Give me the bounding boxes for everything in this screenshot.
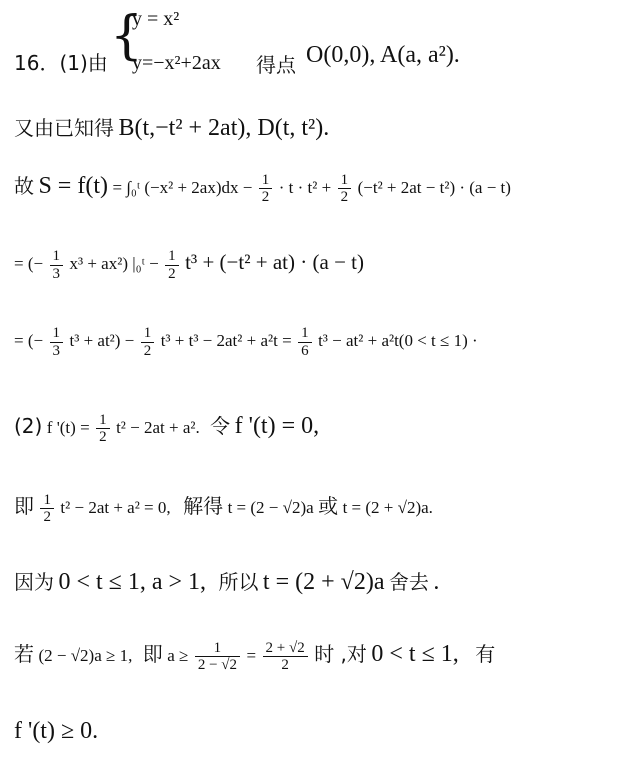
system-equation-2: y=−x²+2ax — [132, 52, 221, 74]
s-equals-f: S = f(t) — [38, 173, 108, 199]
expr-part-4: (−t² + 2at − t²) · (a − t) — [357, 178, 511, 197]
line-10 — [14, 718, 98, 745]
fraction-half-1: $\frac{1}{2}$ — [259, 172, 273, 206]
text-ling: 令 — [210, 414, 231, 438]
expr-part-3: · t · t² + — [278, 178, 332, 197]
text-because: 因为 — [14, 570, 54, 594]
line-5: = (− $\frac{1}{3}$ t³ + at²) − $\frac{1}{2}$ t³ + t³ − 2at² + a²t = $\frac{1}{6}$ t³ − at² + a²t(0 < t ≤ 1) · — [14, 325, 478, 359]
fraction-half: $\frac{1}{2}$ — [165, 248, 179, 282]
points-o-a: O(0,0), A(a, a²). — [306, 42, 460, 68]
fraction-half: $\frac{1}{2}$ — [96, 412, 110, 446]
text-solve: 解得 — [183, 494, 224, 518]
fraction-half: $\frac{1}{2}$ — [40, 492, 54, 526]
text-gu: 故 — [14, 174, 34, 198]
part-2-label: (2) — [14, 414, 43, 438]
line-6: (2) f '(t) = $\frac{1}{2}$ t² − 2at + a². 令 f '(t) = 0, — [14, 411, 320, 446]
text-ji: 即 — [14, 494, 34, 518]
integral-expr: = ∫₀ᵗ (−x² + 2ax)dx − — [112, 178, 253, 197]
line-8: 因为 0 < t ≤ 1, a > 1, 所以 t = (2 + √2)a 舍去 . — [14, 569, 440, 595]
text-discard: 舍去 — [388, 570, 429, 594]
line-2 — [14, 112, 329, 142]
text-if: 若 — [14, 642, 34, 666]
fraction-third: $\frac{1}{3}$ — [50, 325, 64, 359]
text-you: 有 — [475, 642, 496, 666]
line-3 — [14, 170, 511, 206]
points-b-d: B(t,−t² + 2at), D(t, t²). — [118, 115, 330, 141]
text-ji: 即 — [142, 642, 163, 666]
text-de-dian: 得点 — [256, 53, 296, 77]
fraction-half-2: $\frac{1}{2}$ — [338, 172, 352, 206]
fraction-reciprocal: $\frac{1}{2 - √2}$ — [195, 640, 240, 674]
text-therefore: 所以 — [218, 570, 259, 594]
fraction-sixth: $\frac{1}{6}$ — [298, 325, 312, 359]
system-equation-1: y = x² — [132, 8, 180, 30]
derivative-nonnegative: f '(t) ≥ 0. — [14, 718, 99, 744]
line-9: 若 (2 − √2)a ≥ 1, 即 a ≥ $\frac{1}{2 - √2}$ = $\frac{2 + √2}{2}$ 时 ,对 0 < t ≤ 1, 有 — [14, 639, 496, 674]
problem-number: 16．(1)由 — [14, 51, 108, 75]
line-7: 即 $\frac{1}{2}$ t² − 2at + a² = 0, 解得 t = (2 − √2)a 或 t = (2 + √2)a. — [14, 491, 433, 526]
line-4: = (− $\frac{1}{3}$ x³ + ax²) |₀ᵗ − $\frac{1}{2}$ t³ + (−t² + at) · (a − t) — [14, 248, 364, 282]
text-or: 或 — [318, 494, 339, 518]
fraction-third: $\frac{1}{3}$ — [50, 248, 64, 282]
fraction-half: $\frac{1}{2}$ — [141, 325, 155, 359]
fraction-rationalized: $\frac{2 + √2}{2}$ — [263, 640, 308, 674]
text-known: 又由已知得 — [14, 116, 114, 140]
system-brace: { — [110, 6, 144, 66]
text-when: 时 ,对 — [314, 642, 367, 666]
